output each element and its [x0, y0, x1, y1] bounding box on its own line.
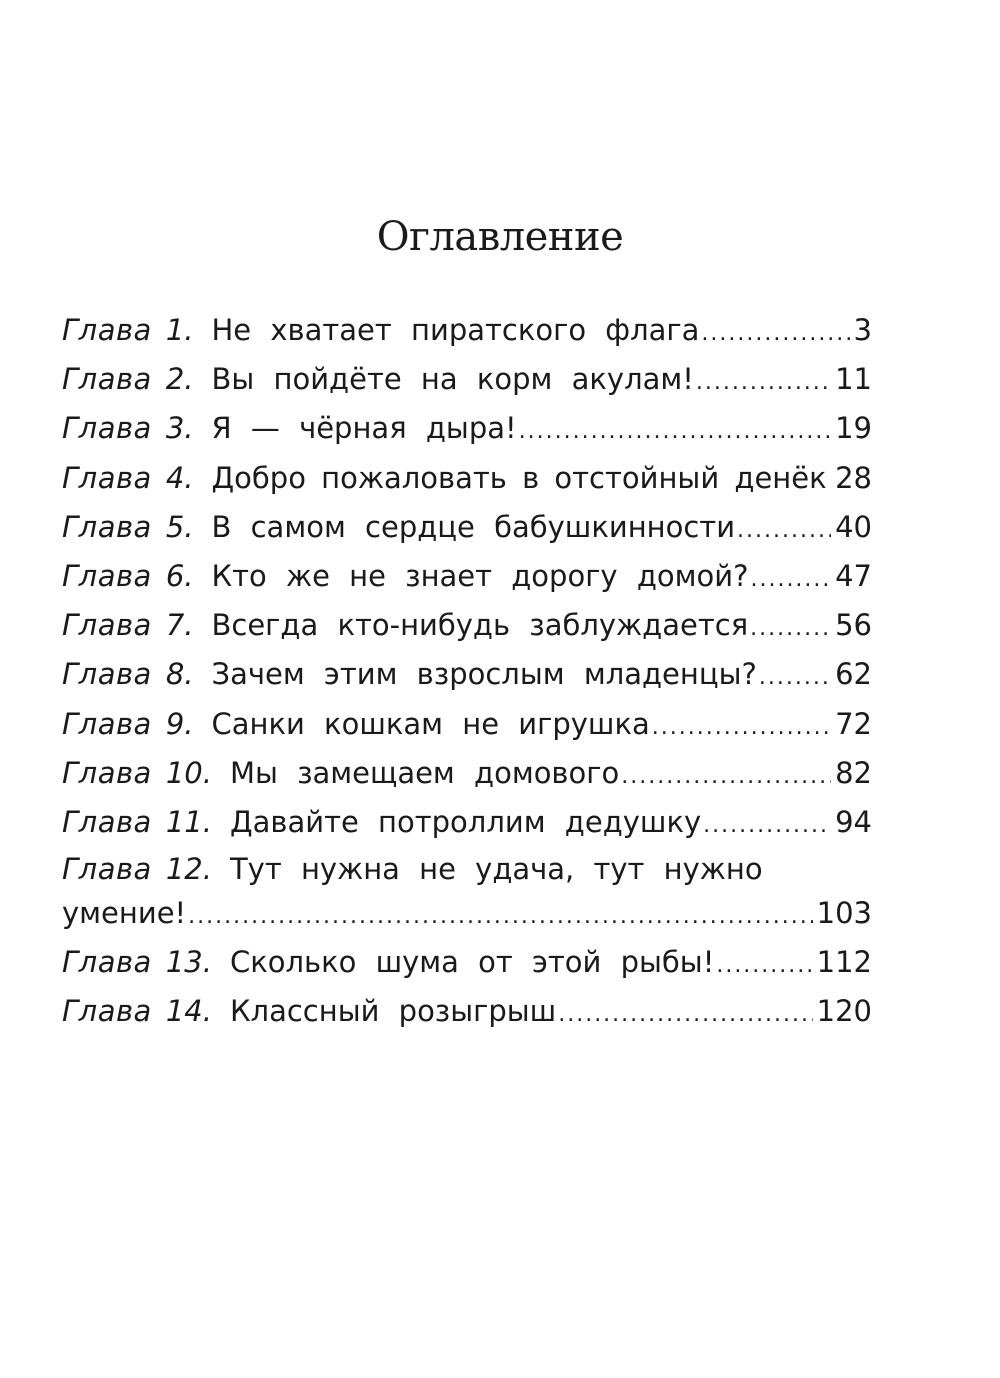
chapter-title: Санки кошкам не игрушка — [211, 706, 650, 741]
toc-entry[interactable] — [62, 700, 872, 749]
dot-leader — [759, 653, 831, 702]
toc-entry[interactable] — [62, 749, 872, 798]
chapter-label: Глава — [62, 313, 152, 347]
toc-entry[interactable] — [62, 404, 872, 453]
page-number: 11 — [835, 362, 872, 397]
chapter-number: 14. — [165, 994, 212, 1029]
dot-leader — [737, 506, 831, 555]
toc-entry[interactable] — [62, 552, 872, 601]
page-number: 47 — [835, 558, 872, 593]
chapter-title: Тут нужна не удача, тут нужно — [229, 852, 763, 887]
chapter-title: Я — чёрная дыра! — [211, 411, 517, 446]
chapter-label: Глава — [62, 755, 152, 790]
chapter-label: Глава — [62, 558, 152, 593]
page-number: 19 — [835, 411, 872, 446]
toc-entry[interactable] — [62, 503, 872, 552]
chapter-number: 10. — [165, 755, 212, 790]
dot-leader — [716, 941, 812, 990]
chapter-number: 8. — [165, 657, 194, 692]
toc-entry[interactable] — [62, 601, 872, 650]
chapter-title: Мы замещаем домового — [229, 755, 620, 790]
chapter-number: 13. — [165, 945, 212, 980]
dot-leader — [701, 309, 849, 358]
chapter-number: 9. — [165, 706, 194, 741]
dot-leader — [703, 801, 831, 850]
chapter-title: Добро пожаловать в отстойный денёк — [211, 460, 827, 495]
chapter-number: 3. — [165, 411, 194, 446]
page-number: 120 — [816, 994, 872, 1029]
toc-entry[interactable] — [62, 355, 872, 404]
chapter-number: 6. — [165, 558, 194, 593]
chapter-title-continued: умение! — [62, 896, 187, 931]
dot-leader — [621, 752, 831, 801]
toc-entry-line — [62, 891, 872, 935]
chapter-label: Глава — [62, 804, 152, 839]
toc-list — [62, 306, 872, 1036]
dot-leader — [652, 703, 831, 752]
chapter-label: Глава — [62, 852, 152, 887]
toc-entry[interactable] — [62, 847, 872, 938]
dot-leader — [750, 555, 831, 604]
chapter-label: Глава — [62, 460, 152, 495]
chapter-number: 2. — [165, 362, 194, 397]
page-number: 28 — [835, 460, 872, 495]
page-number: 56 — [835, 608, 872, 643]
toc-title: Оглавление — [376, 214, 624, 260]
chapter-number: 7. — [165, 608, 194, 643]
page-number: 40 — [835, 509, 872, 544]
chapter-title: Зачем этим взрослым младенцы? — [211, 657, 757, 692]
dot-leader — [829, 457, 831, 506]
toc-entry[interactable] — [62, 454, 872, 503]
chapter-title: Классный розыгрыш — [229, 994, 557, 1029]
chapter-label: Глава — [62, 706, 152, 741]
chapter-title: Всегда кто-нибудь заблуждается — [211, 608, 749, 643]
chapter-label: Глава — [62, 411, 152, 446]
toc-entry[interactable] — [62, 650, 872, 699]
dot-leader — [558, 990, 812, 1039]
chapter-title: Сколько шума от этой рыбы! — [229, 945, 715, 980]
chapter-number: 11. — [165, 804, 212, 839]
chapter-number: 5. — [165, 509, 194, 544]
chapter-label: Глава — [62, 362, 152, 397]
page-number: 72 — [835, 706, 872, 741]
dot-leader — [188, 895, 812, 939]
toc-entry[interactable] — [62, 987, 872, 1036]
chapter-number: 4. — [165, 460, 194, 495]
toc-entry[interactable] — [62, 798, 872, 847]
chapter-label: Глава — [62, 945, 152, 980]
chapter-title: Не хватает пиратского флага — [211, 313, 700, 347]
page-number: 94 — [835, 804, 872, 839]
page-number: 62 — [835, 657, 872, 692]
chapter-label: Глава — [62, 994, 152, 1029]
page-number: 112 — [816, 945, 872, 980]
toc-entry-line — [62, 847, 872, 891]
chapter-title: Кто же не знает дорогу домой? — [211, 558, 749, 593]
dot-leader — [519, 407, 831, 456]
chapter-number: 1. — [165, 313, 194, 347]
page-number: 82 — [835, 755, 872, 790]
chapter-title: Вы пойдёте на корм акулам! — [211, 362, 694, 397]
page-number: 103 — [816, 896, 872, 931]
chapter-title: Давайте потроллим дедушку — [229, 804, 702, 839]
chapter-label: Глава — [62, 509, 152, 544]
chapter-label: Глава — [62, 608, 152, 643]
dot-leader — [696, 358, 831, 407]
chapter-title: В самом сердце бабушкинности — [211, 509, 736, 544]
dot-leader — [750, 604, 831, 653]
chapter-label: Глава — [62, 657, 152, 692]
chapter-number: 12. — [165, 852, 212, 887]
page-number: 3 — [853, 313, 872, 347]
toc-entry[interactable] — [62, 938, 872, 987]
toc-entry[interactable] — [62, 306, 872, 355]
